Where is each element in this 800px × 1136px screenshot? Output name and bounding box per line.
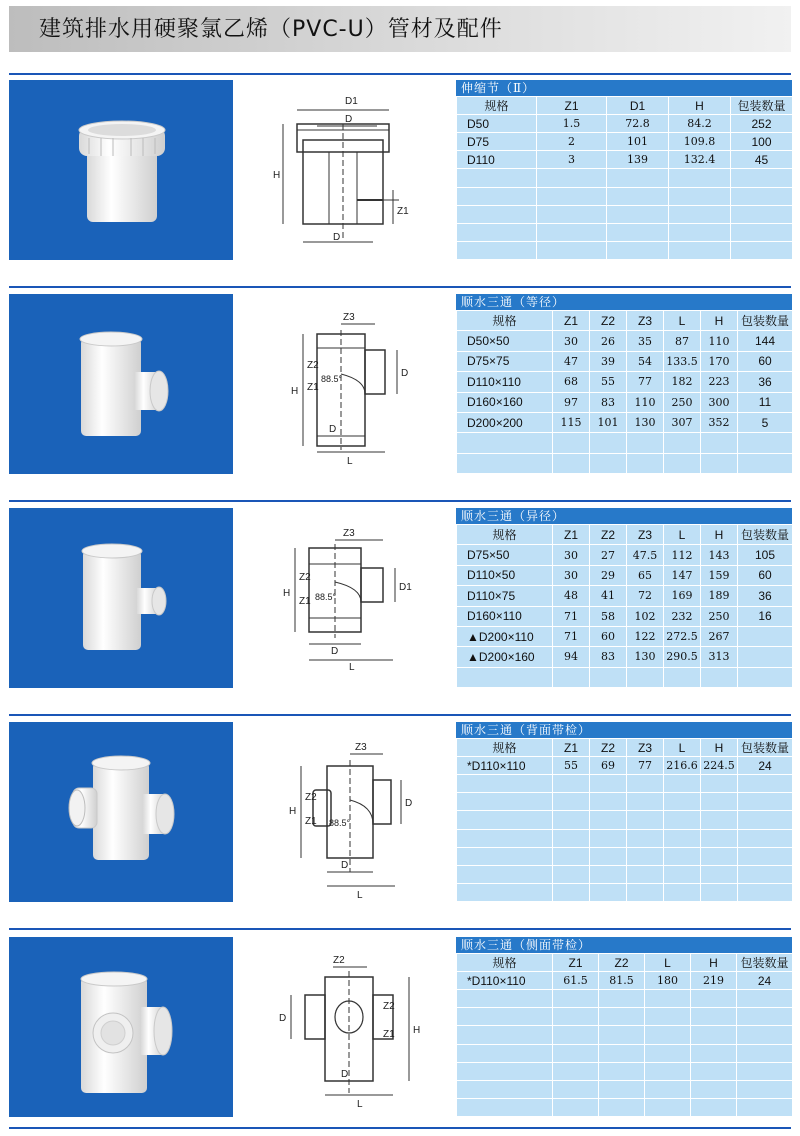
column-header: Z3 <box>627 739 664 757</box>
table-cell: 11 <box>738 392 793 412</box>
column-header: 包装数量 <box>738 739 793 757</box>
column-header: H <box>701 739 738 757</box>
table-cell: 60 <box>738 351 793 371</box>
column-header: 规格 <box>457 525 553 545</box>
spec-cell: D160×110 <box>457 606 553 626</box>
table-cell: 47 <box>553 351 590 371</box>
section-divider <box>9 500 791 502</box>
table-row <box>457 667 793 687</box>
table-cell: 30 <box>553 545 590 565</box>
table-row <box>457 1080 793 1098</box>
dim-label: Z2 <box>305 792 317 803</box>
table-cell: 300 <box>701 392 738 412</box>
table-row <box>457 187 793 205</box>
dim-label: Z2 <box>299 572 311 583</box>
spec-table <box>455 508 792 688</box>
table-cell: 29 <box>590 565 627 585</box>
spec-cell: D110×50 <box>457 565 553 585</box>
table-row <box>457 586 793 606</box>
spec-table <box>455 294 792 474</box>
dim-label: 88.5° <box>321 374 343 384</box>
table-cell: 27 <box>590 545 627 565</box>
table-cell: 87 <box>664 331 701 351</box>
column-header: H <box>701 525 738 545</box>
table-cell: 84.2 <box>669 115 731 133</box>
table-cell: 169 <box>664 586 701 606</box>
table-cell: 250 <box>701 606 738 626</box>
dim-label: Z1 <box>307 382 319 393</box>
product-photo <box>9 508 233 688</box>
table-cell: 223 <box>701 372 738 392</box>
table-cell: 110 <box>627 392 664 412</box>
spec-cell: ▲D200×110 <box>457 626 553 646</box>
table-row <box>457 647 793 667</box>
technical-drawing <box>233 722 455 902</box>
table-row <box>457 223 793 241</box>
table-cell: 352 <box>701 412 738 432</box>
table-cell: 139 <box>607 151 669 169</box>
table-cell: 307 <box>664 412 701 432</box>
dim-label: L <box>349 662 355 673</box>
table-cell: 71 <box>553 626 590 646</box>
technical-drawing <box>233 937 455 1117</box>
table-cell: 133.5 <box>664 351 701 371</box>
table-cell: 2 <box>537 133 607 151</box>
table-cell: 71 <box>553 606 590 626</box>
dim-label: H <box>289 806 297 817</box>
column-header: Z1 <box>553 525 590 545</box>
table-cell: 290.5 <box>664 647 701 667</box>
table-row <box>457 205 793 223</box>
column-header: Z1 <box>553 954 599 972</box>
table-title: 顺水三通（等径） <box>456 294 792 310</box>
table-row <box>457 565 793 585</box>
table-cell: 72.8 <box>607 115 669 133</box>
dim-label: D <box>401 368 409 379</box>
column-header: 规格 <box>457 954 553 972</box>
table-cell: 45 <box>731 151 793 169</box>
dim-label: L <box>357 1099 363 1110</box>
table-cell: 105 <box>738 545 793 565</box>
table-title: 伸缩节（Ⅱ） <box>456 80 792 96</box>
dim-label: 88.5° <box>315 592 337 602</box>
table-cell: 3 <box>537 151 607 169</box>
table-cell: 182 <box>664 372 701 392</box>
column-header: L <box>664 311 701 331</box>
table-row <box>457 757 793 775</box>
table-row <box>457 372 793 392</box>
table-cell: 130 <box>627 647 664 667</box>
table-cell: 77 <box>627 372 664 392</box>
table-cell: 252 <box>731 115 793 133</box>
table-row <box>457 392 793 412</box>
spec-cell: *D110×110 <box>457 972 553 990</box>
table-row <box>457 241 793 259</box>
table-row <box>457 351 793 371</box>
dim-label: H <box>413 1025 421 1036</box>
table-cell: 30 <box>553 331 590 351</box>
column-header: Z1 <box>553 311 590 331</box>
table-cell: 143 <box>701 545 738 565</box>
column-header: Z2 <box>590 311 627 331</box>
table-cell: 313 <box>701 647 738 667</box>
dim-label: Z2 <box>333 955 345 966</box>
dim-label: Z3 <box>343 528 355 539</box>
spec-cell: D75×50 <box>457 545 553 565</box>
technical-drawing <box>233 508 455 688</box>
table-cell: 16 <box>738 606 793 626</box>
table-row <box>457 453 793 473</box>
spec-cell: D75 <box>457 133 537 151</box>
table-row <box>457 133 793 151</box>
section-divider <box>9 928 791 930</box>
table-cell: 224.5 <box>701 757 738 775</box>
dim-label: H <box>273 170 281 181</box>
table-row <box>457 865 793 883</box>
spec-cell: D160×160 <box>457 392 553 412</box>
section-reducing-tee <box>9 508 791 688</box>
table-title: 顺水三通（背面带检） <box>456 722 792 738</box>
column-header: 包装数量 <box>731 97 793 115</box>
table-cell: 47.5 <box>627 545 664 565</box>
dim-label: Z1 <box>305 816 317 827</box>
table-cell: 110 <box>701 331 738 351</box>
product-photo <box>9 722 233 902</box>
column-header: 包装数量 <box>738 525 793 545</box>
table-row <box>457 1026 793 1044</box>
table-cell: 35 <box>627 331 664 351</box>
table-cell: 30 <box>553 565 590 585</box>
table-row <box>457 811 793 829</box>
table-cell: 101 <box>607 133 669 151</box>
table-cell: 130 <box>627 412 664 432</box>
table-row <box>457 829 793 847</box>
table-cell: 60 <box>738 565 793 585</box>
section-tee-side-inspection <box>9 937 791 1117</box>
technical-drawing <box>233 80 455 260</box>
table-cell: 159 <box>701 565 738 585</box>
spec-table <box>455 80 792 260</box>
spec-cell: D200×200 <box>457 412 553 432</box>
table-cell: 41 <box>590 586 627 606</box>
section-divider <box>9 73 791 75</box>
dim-label: H <box>283 588 291 599</box>
table-cell: 5 <box>738 412 793 432</box>
spec-cell: D50×50 <box>457 331 553 351</box>
dim-label: D <box>341 1069 349 1080</box>
table-cell: 112 <box>664 545 701 565</box>
dim-label: D <box>331 646 339 657</box>
table-cell: 36 <box>738 586 793 606</box>
dim-label: Z2 <box>383 1001 395 1012</box>
column-header: Z3 <box>627 311 664 331</box>
table-cell: 272.5 <box>664 626 701 646</box>
table-cell: 39 <box>590 351 627 371</box>
table-cell: 36 <box>738 372 793 392</box>
dim-label: Z1 <box>383 1029 395 1040</box>
section-divider <box>9 714 791 716</box>
dim-label: D1 <box>345 96 358 107</box>
spec-table <box>455 722 792 902</box>
table-cell: 1.5 <box>537 115 607 133</box>
spec-cell: D110 <box>457 151 537 169</box>
table-cell: 68 <box>553 372 590 392</box>
table-cell: 219 <box>691 972 737 990</box>
section-expansion-joint <box>9 80 791 260</box>
dim-label: H <box>291 386 299 397</box>
table-row <box>457 412 793 432</box>
column-header: Z2 <box>590 739 627 757</box>
table-cell: 144 <box>738 331 793 351</box>
table-cell: 26 <box>590 331 627 351</box>
table-cell: 100 <box>731 133 793 151</box>
column-header: Z2 <box>590 525 627 545</box>
spec-table <box>455 937 792 1117</box>
table-row <box>457 626 793 646</box>
table-cell: 65 <box>627 565 664 585</box>
table-row <box>457 115 793 133</box>
dim-label: Z1 <box>397 206 409 217</box>
column-header: 规格 <box>457 739 553 757</box>
column-header: D1 <box>607 97 669 115</box>
column-header: 包装数量 <box>737 954 793 972</box>
column-header: Z2 <box>599 954 645 972</box>
table-cell: 24 <box>737 972 793 990</box>
dim-label: D <box>341 860 349 871</box>
spec-cell: D50 <box>457 115 537 133</box>
dim-label: 88.5° <box>329 818 351 828</box>
column-header: 规格 <box>457 311 553 331</box>
dim-label: D <box>345 114 353 125</box>
table-title: 顺水三通（异径） <box>456 508 792 524</box>
table-row <box>457 1008 793 1026</box>
table-cell: 48 <box>553 586 590 606</box>
table-cell: 147 <box>664 565 701 585</box>
table-cell: 77 <box>627 757 664 775</box>
table-row <box>457 331 793 351</box>
table-cell: 60 <box>590 626 627 646</box>
dim-label: D <box>329 424 337 435</box>
dim-label: Z3 <box>355 742 367 753</box>
table-row <box>457 1062 793 1080</box>
section-divider <box>9 286 791 288</box>
table-row <box>457 990 793 1008</box>
column-header: H <box>669 97 731 115</box>
table-cell: 83 <box>590 647 627 667</box>
table-cell: 83 <box>590 392 627 412</box>
table-cell: 61.5 <box>553 972 599 990</box>
table-cell: 232 <box>664 606 701 626</box>
table-cell: 122 <box>627 626 664 646</box>
column-header: Z1 <box>553 739 590 757</box>
spec-cell: D110×75 <box>457 586 553 606</box>
table-cell: 101 <box>590 412 627 432</box>
table-row <box>457 775 793 793</box>
table-cell: 250 <box>664 392 701 412</box>
dim-label: Z3 <box>343 312 355 323</box>
table-cell: 132.4 <box>669 151 731 169</box>
table-row <box>457 433 793 453</box>
table-cell: 189 <box>701 586 738 606</box>
table-cell: 102 <box>627 606 664 626</box>
table-cell: 267 <box>701 626 738 646</box>
table-cell: 58 <box>590 606 627 626</box>
spec-cell: ▲D200×160 <box>457 647 553 667</box>
table-row <box>457 151 793 169</box>
section-divider <box>9 1127 791 1129</box>
table-cell: 24 <box>738 757 793 775</box>
product-photo <box>9 294 233 474</box>
table-row <box>457 847 793 865</box>
product-photo <box>9 937 233 1117</box>
table-cell: 115 <box>553 412 590 432</box>
table-row <box>457 883 793 901</box>
table-title: 顺水三通（侧面带检） <box>456 937 792 953</box>
table-cell <box>738 626 793 646</box>
technical-drawing <box>233 294 455 474</box>
column-header: 包装数量 <box>738 311 793 331</box>
table-row <box>457 1044 793 1062</box>
table-cell: 72 <box>627 586 664 606</box>
dim-label: Z1 <box>299 596 311 607</box>
dim-label: D <box>333 232 341 243</box>
table-row <box>457 972 793 990</box>
table-cell: 55 <box>553 757 590 775</box>
section-equal-tee <box>9 294 791 474</box>
dim-label: D <box>405 798 413 809</box>
table-cell: 55 <box>590 372 627 392</box>
table-cell: 81.5 <box>599 972 645 990</box>
column-header: H <box>691 954 737 972</box>
table-row <box>457 606 793 626</box>
dim-label: Z2 <box>307 360 319 371</box>
product-photo <box>9 80 233 260</box>
column-header: L <box>645 954 691 972</box>
column-header: L <box>664 739 701 757</box>
table-row <box>457 1098 793 1116</box>
column-header: Z3 <box>627 525 664 545</box>
table-cell: 54 <box>627 351 664 371</box>
table-cell: 109.8 <box>669 133 731 151</box>
dim-label: L <box>347 456 353 467</box>
section-tee-rear-inspection <box>9 722 791 902</box>
table-cell: 216.6 <box>664 757 701 775</box>
spec-cell: *D110×110 <box>457 757 553 775</box>
dim-label: D1 <box>399 582 412 593</box>
dim-label: D <box>279 1013 287 1024</box>
table-row <box>457 793 793 811</box>
column-header: Z1 <box>537 97 607 115</box>
table-cell <box>738 647 793 667</box>
column-header: 规格 <box>457 97 537 115</box>
column-header: H <box>701 311 738 331</box>
table-cell: 180 <box>645 972 691 990</box>
table-row <box>457 169 793 187</box>
table-row <box>457 545 793 565</box>
dim-label: L <box>357 890 363 901</box>
column-header: L <box>664 525 701 545</box>
spec-cell: D110×110 <box>457 372 553 392</box>
page-header <box>9 6 791 52</box>
table-cell: 170 <box>701 351 738 371</box>
spec-cell: D75×75 <box>457 351 553 371</box>
table-cell: 97 <box>553 392 590 412</box>
table-cell: 94 <box>553 647 590 667</box>
table-cell: 69 <box>590 757 627 775</box>
page-title: 建筑排水用硬聚氯乙烯（PVC-U）管材及配件 <box>39 17 503 42</box>
